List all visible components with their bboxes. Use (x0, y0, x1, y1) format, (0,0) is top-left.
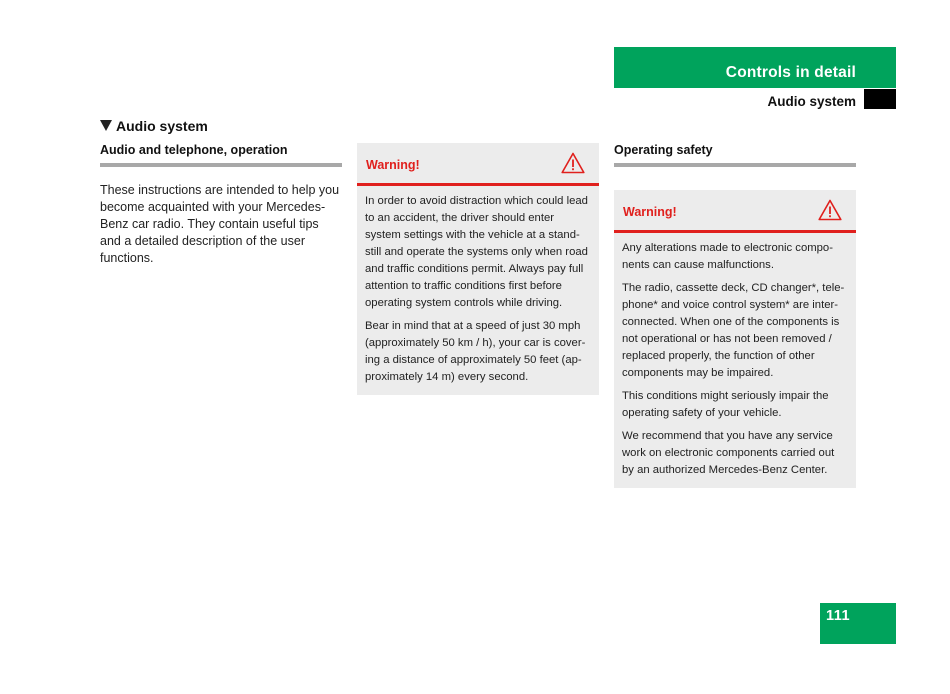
warning-body (614, 233, 856, 488)
warning-paragraph: This conditions might seriously impair the operating safety of your vehicle. (622, 390, 829, 419)
warning-paragraph: The radio, cassette deck, CD changer*, tele-phone* and voice control system* are inter-connected. When one of the components is not operational or has not been removed / replaced properly, the function of other components may be impaired. (622, 282, 845, 379)
page-number: 111 (826, 608, 851, 624)
section-marker (864, 89, 896, 109)
warning-header (614, 190, 856, 233)
warning-paragraph: In order to avoid distraction which could lead to an accident, the driver should enter system settings with the vehicle at a stand-still and operate the systems only when road and traffic conditions permit. Always pay full attention to traffic conditions first before operating system controls while driving. (365, 195, 588, 309)
column-intro (100, 143, 342, 267)
chapter-title: Controls in detail (725, 64, 856, 81)
section-title: Audio system (767, 94, 856, 109)
warning-paragraph: Bear in mind that at a speed of just 30 mph (approximately 50 km / h), your car is cover-ing a distance of approximately 50 feet (ap-proximately 14 m) every second. (365, 320, 586, 383)
warning-body (357, 186, 599, 395)
main-heading-text: Audio system (116, 118, 208, 134)
safety-heading: Operating safety (614, 143, 856, 167)
warning-paragraph: Any alterations made to electronic compo-nents can cause malfunctions. (622, 242, 833, 271)
warning-title: Warning! (366, 158, 420, 172)
warning-box-distraction (357, 143, 599, 395)
column-warning (357, 143, 599, 395)
column-safety (614, 143, 856, 488)
warning-triangle-icon (818, 199, 842, 221)
warning-paragraph: We recommend that you have any service work on electronic components carried out by an authorized Mercedes-Benz Center. (622, 430, 835, 476)
main-heading (100, 118, 208, 134)
warning-title: Warning! (623, 205, 677, 219)
intro-heading: Audio and telephone, operation (100, 143, 342, 167)
warning-triangle-icon (561, 152, 585, 174)
warning-header (357, 143, 599, 186)
triangle-bullet-icon (100, 120, 112, 131)
chapter-tab (614, 47, 896, 88)
intro-text: These instructions are intended to help you become acquainted with your Mercedes-Benz car radio. They contain useful tips and a detailed description of the user functions. (100, 183, 340, 265)
page-number-tab (820, 603, 896, 644)
warning-box-electronics (614, 190, 856, 488)
